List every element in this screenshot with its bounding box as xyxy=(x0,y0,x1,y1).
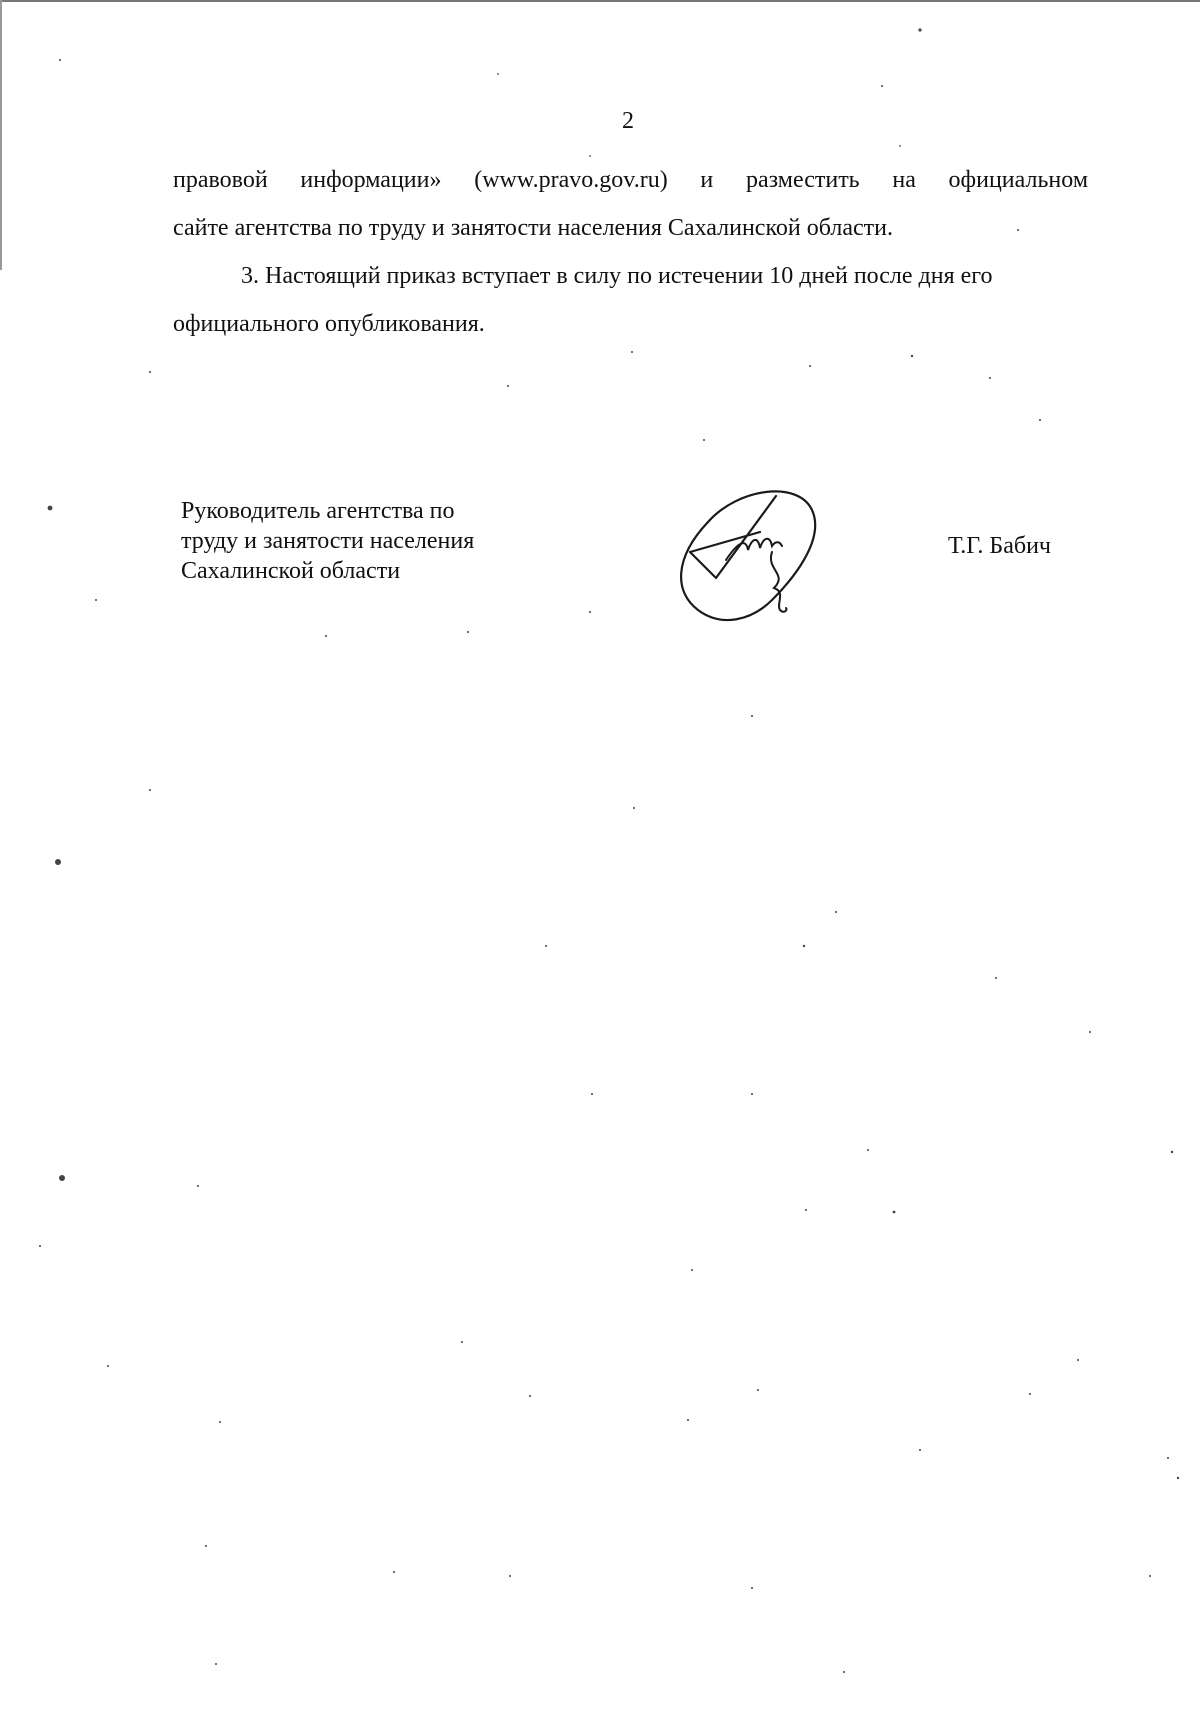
signer-position-line: труду и занятости населения xyxy=(181,528,475,554)
signer-position-line: Руководитель агентства по xyxy=(181,498,455,524)
paragraph-line xyxy=(173,252,1088,300)
page-number: 2 xyxy=(622,108,634,134)
paragraph-effective-date xyxy=(173,252,1088,348)
signer-position xyxy=(181,496,541,586)
scan-edge-top xyxy=(0,0,1200,2)
paragraph-text: 3. Настоящий приказ вступает в силу по истечении 10 дней после дня его xyxy=(241,263,993,289)
signer-position-line: Сахалинской области xyxy=(181,558,401,584)
paragraph-line: сайте агентства по труду и занятости населения Сахалинской области. xyxy=(173,215,893,241)
paragraph-line: официального опубликования. xyxy=(173,311,485,337)
paragraph-publication xyxy=(173,156,1088,252)
scan-edge-left xyxy=(0,0,2,270)
handwritten-signature-icon xyxy=(668,480,828,630)
signer-name: Т.Г. Бабич xyxy=(948,533,1051,559)
paragraph-line: правовой информации» (www.pravo.gov.ru) и разместить на официальном xyxy=(173,167,1088,193)
